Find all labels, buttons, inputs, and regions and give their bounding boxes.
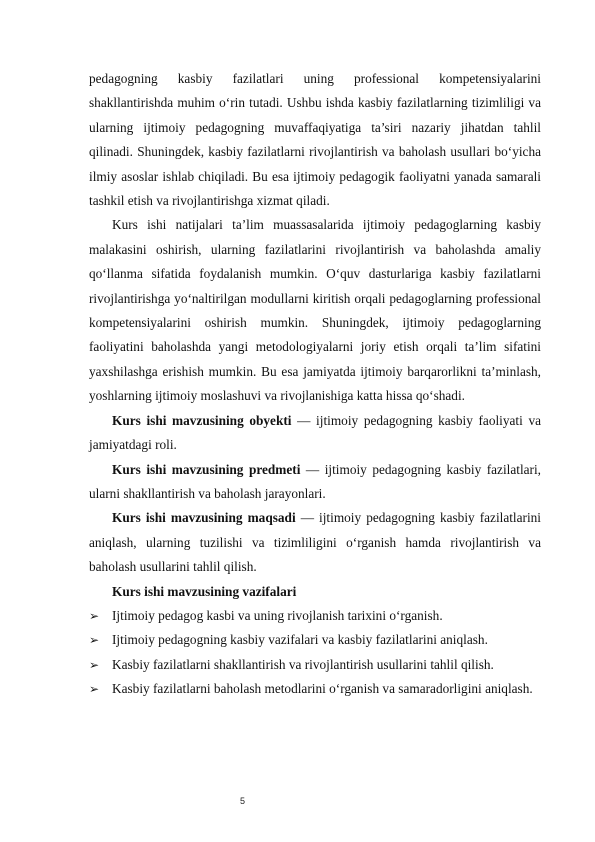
tasks-heading: Kurs ishi mavzusining vazifalari — [112, 583, 297, 599]
definition-text: — ijtimoiy pedagogning kasbiy fazilatlarini aniqlash, ularning tuzilishi va tizimliligini o‘rganish hamda rivojlantirish va baholash usullarini tahlil qilish. — [89, 510, 541, 575]
arrow-bullet-icon: ➢ — [89, 682, 100, 697]
paragraph-intro-continued: pedagogning kasbiy fazilatlari uning professional kompetensiyalarini shakllantirishda muhim o‘rin tutadi. Ushbu ishda kasbiy fazilatlarning tizimliligi va ularning ijtimoiy pedagogning muvaffaqiyatiga ta’siri nazariy jihatdan tahlil qilinadi. Shuningdek, kasbiy fazilatlarni rivojlantirish va baholash usullari bo‘yicha ilmiy asoslar ishlab chiqiladi. Bu esa ijtimoiy pedagogik faoliyatni yanada samarali tashkil etish va rivojlantirishga xizmat qiladi. — [89, 71, 541, 209]
list-item — [89, 653, 541, 677]
page-number: 5 — [240, 796, 246, 806]
page-content — [89, 67, 541, 702]
list-item — [89, 628, 541, 652]
definition-text: — ijtimoiy pedagogning kasbiy faoliyati va jamiyatdagi roli. — [89, 412, 541, 453]
definition-term: Kurs ishi mavzusining maqsadi — [112, 510, 296, 526]
definition-text: — ijtimoiy pedagogning kasbiy fazilatlari, ularni shakllantirish va baholash jarayonlari. — [89, 461, 541, 501]
list-item — [89, 677, 541, 701]
definition-object — [89, 409, 541, 458]
definition-goal — [89, 506, 541, 579]
task-text: Kasbiy fazilatlarni baholash metodlarini o‘rganish va samaradorligini aniqlash. — [112, 681, 533, 697]
definition-term: Kurs ishi mavzusining obyekti — [112, 412, 292, 428]
list-item — [89, 604, 541, 628]
arrow-bullet-icon: ➢ — [89, 608, 100, 623]
task-text: Ijtimoiy pedagog kasbi va uning rivojlanish tarixini o‘rganish. — [112, 607, 443, 623]
definition-term: Kurs ishi mavzusining predmeti — [112, 461, 301, 477]
arrow-bullet-icon: ➢ — [89, 657, 100, 672]
task-text: Ijtimoiy pedagogning kasbiy vazifalari va kasbiy fazilatlarini aniqlash. — [112, 632, 488, 648]
task-text: Kasbiy fazilatlarni shakllantirish va rivojlantirish usullarini tahlil qilish. — [112, 656, 494, 672]
definition-subject — [89, 458, 541, 507]
paragraph-results: Kurs ishi natijalari ta’lim muassasalarida ijtimoiy pedagoglarning kasbiy malakasini oshirish, ularning fazilatlarini rivojlantirish va baholashda amaliy qo‘llanma sifatida foydalanish mumkin. O‘quv dasturlariga kasbiy fazilatlarni rivojlantirishga yo‘naltirilgan modullarni kiritish orqali pedagoglarning professional kompetensiyalarini oshirish mumkin. Shuningdek, ijtimoiy pedagoglarning faoliyatini baholashda yangi metodologiyalarni joriy etish orqali ta’lim sifatini yaxshilashga erishish mumkin. Bu esa jamiyatda ijtimoiy barqarorlikni ta’minlash, yoshlarning ijtimoiy moslashuvi va rivojlanishiga katta hissa qo‘shadi. — [89, 217, 541, 404]
arrow-bullet-icon: ➢ — [89, 633, 100, 648]
tasks-list — [89, 604, 541, 702]
